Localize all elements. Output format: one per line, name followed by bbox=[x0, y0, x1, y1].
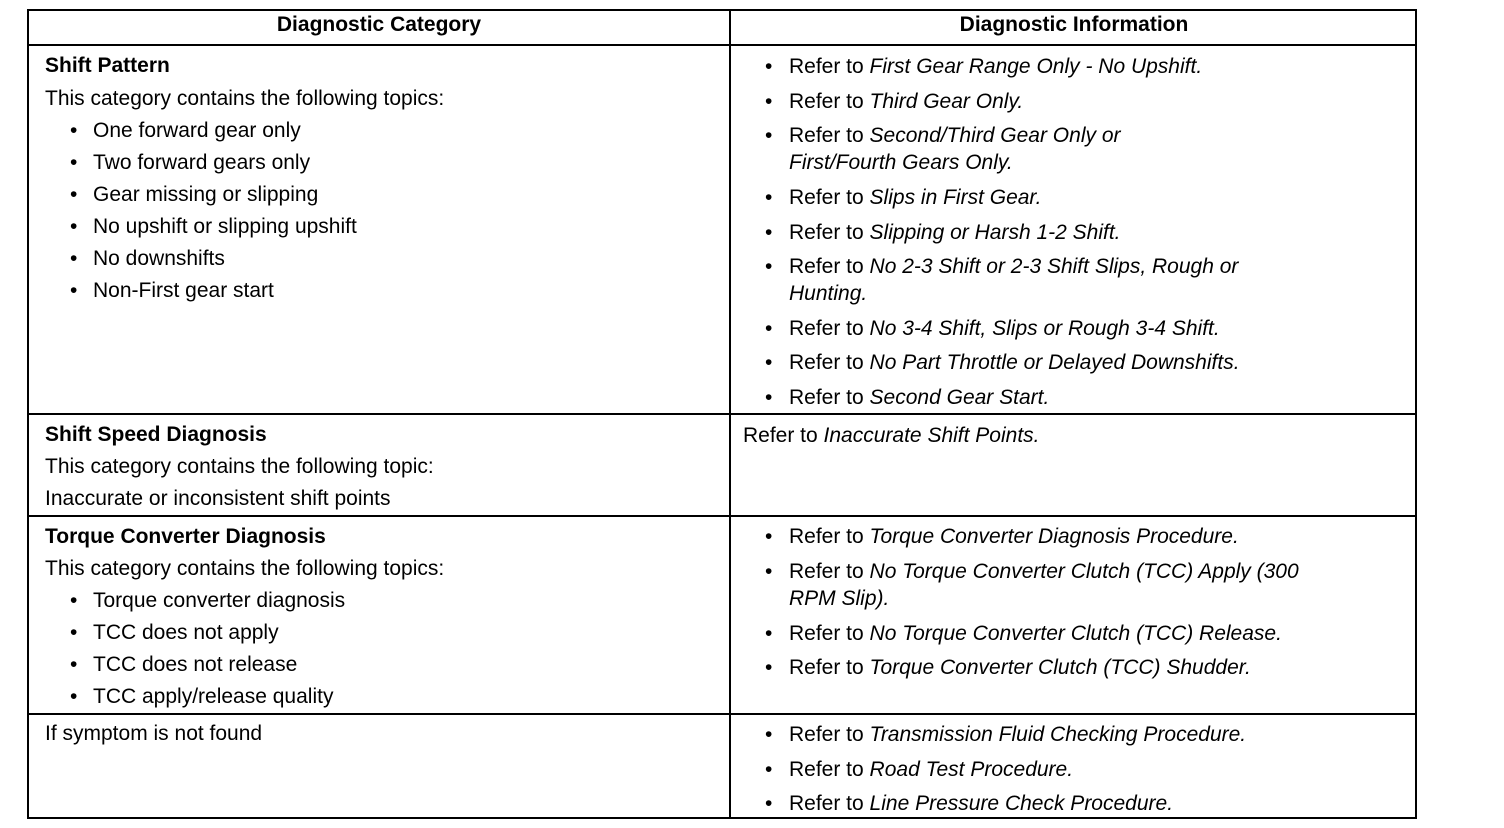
header-category: Diagnostic Category bbox=[276, 13, 482, 36]
info-item bbox=[789, 385, 1049, 411]
topic-item: No upshift or slipping upshift bbox=[93, 215, 357, 238]
info-item bbox=[789, 621, 1282, 647]
topic-item: Two forward gears only bbox=[93, 151, 311, 174]
info-item bbox=[789, 254, 1238, 280]
refer-prefix: Refer to bbox=[789, 560, 864, 583]
bullet: • bbox=[70, 247, 78, 270]
bullet: • bbox=[765, 723, 773, 746]
refer-prefix: Refer to bbox=[789, 317, 864, 340]
info-reference: No Torque Converter Clutch (TCC) Release. bbox=[869, 622, 1282, 645]
refer-prefix: Refer to bbox=[743, 424, 818, 447]
bullet: • bbox=[70, 621, 78, 644]
refer-prefix: Refer to bbox=[789, 622, 864, 645]
header-information: Diagnostic Information bbox=[959, 13, 1189, 36]
bullet: • bbox=[765, 55, 773, 78]
bullet: • bbox=[70, 279, 78, 302]
topic-item: Non-First gear start bbox=[93, 279, 274, 302]
info-item bbox=[789, 757, 1073, 783]
info-item bbox=[789, 791, 1173, 817]
bullet: • bbox=[765, 622, 773, 645]
topic-item: Gear missing or slipping bbox=[93, 183, 319, 206]
topic-item: No downshifts bbox=[93, 247, 225, 270]
info-reference: Inaccurate Shift Points. bbox=[823, 424, 1040, 447]
info-item bbox=[789, 220, 1121, 246]
bullet: • bbox=[70, 589, 78, 612]
bullet: • bbox=[70, 183, 78, 206]
info-item bbox=[789, 89, 1023, 115]
bullet: • bbox=[70, 685, 78, 708]
refer-prefix: Refer to bbox=[789, 90, 864, 113]
info-reference: Slips in First Gear. bbox=[869, 186, 1042, 209]
info-reference: Second/Third Gear Only or bbox=[869, 124, 1121, 147]
bullet: • bbox=[70, 151, 78, 174]
row-divider bbox=[29, 413, 1415, 415]
info-reference: Slipping or Harsh 1-2 Shift. bbox=[869, 221, 1121, 244]
info-item bbox=[789, 185, 1041, 211]
bullet: • bbox=[765, 186, 773, 209]
info-reference: No 2-3 Shift or 2-3 Shift Slips, Rough or bbox=[869, 255, 1239, 278]
info-reference-continued: Hunting. bbox=[789, 282, 868, 305]
info-reference-continued: First/Fourth Gears Only. bbox=[789, 151, 1013, 174]
topic-item: TCC does not apply bbox=[93, 621, 279, 644]
info-item bbox=[789, 524, 1239, 550]
row-divider bbox=[29, 515, 1415, 517]
bullet: • bbox=[70, 119, 78, 142]
diagnostic-table bbox=[27, 9, 1417, 819]
info-reference-continued: RPM Slip). bbox=[789, 587, 890, 610]
info-reference: Torque Converter Clutch (TCC) Shudder. bbox=[869, 656, 1251, 679]
topic-text: Inaccurate or inconsistent shift points bbox=[45, 487, 391, 510]
info-reference: Torque Converter Diagnosis Procedure. bbox=[869, 525, 1239, 548]
refer-prefix: Refer to bbox=[789, 792, 864, 815]
category-title: Torque Converter Diagnosis bbox=[45, 525, 326, 548]
row-divider bbox=[29, 713, 1415, 715]
bullet: • bbox=[765, 255, 773, 278]
category-intro: This category contains the following topic: bbox=[45, 455, 434, 478]
category-intro: This category contains the following topics: bbox=[45, 557, 445, 580]
refer-prefix: Refer to bbox=[789, 55, 864, 78]
bullet: • bbox=[765, 124, 773, 147]
refer-prefix: Refer to bbox=[789, 255, 864, 278]
info-reference: No Part Throttle or Delayed Downshifts. bbox=[869, 351, 1240, 374]
info-item bbox=[743, 423, 1040, 449]
topic-text: If symptom is not found bbox=[45, 722, 263, 745]
info-item bbox=[789, 559, 1299, 585]
info-reference: Transmission Fluid Checking Procedure. bbox=[869, 723, 1247, 746]
bullet: • bbox=[70, 215, 78, 238]
info-item bbox=[789, 54, 1202, 80]
bullet: • bbox=[765, 525, 773, 548]
info-item bbox=[789, 722, 1246, 748]
bullet: • bbox=[765, 758, 773, 781]
info-item bbox=[789, 350, 1240, 376]
refer-prefix: Refer to bbox=[789, 656, 864, 679]
category-intro: This category contains the following topics: bbox=[45, 87, 445, 110]
topic-item: Torque converter diagnosis bbox=[93, 589, 346, 612]
refer-prefix: Refer to bbox=[789, 525, 864, 548]
info-reference: Third Gear Only. bbox=[869, 90, 1024, 113]
info-reference: Road Test Procedure. bbox=[869, 758, 1074, 781]
info-item bbox=[789, 123, 1121, 149]
bullet: • bbox=[765, 317, 773, 340]
bullet: • bbox=[765, 560, 773, 583]
info-reference: No 3-4 Shift, Slips or Rough 3-4 Shift. bbox=[869, 317, 1220, 340]
refer-prefix: Refer to bbox=[789, 221, 864, 244]
bullet: • bbox=[765, 90, 773, 113]
refer-prefix: Refer to bbox=[789, 758, 864, 781]
info-item bbox=[789, 316, 1220, 342]
refer-prefix: Refer to bbox=[789, 386, 864, 409]
header-divider bbox=[29, 44, 1415, 46]
topic-item: TCC does not release bbox=[93, 653, 298, 676]
info-reference: Line Pressure Check Procedure. bbox=[869, 792, 1174, 815]
info-reference: First Gear Range Only - No Upshift. bbox=[869, 55, 1203, 78]
info-reference: Second Gear Start. bbox=[869, 386, 1050, 409]
refer-prefix: Refer to bbox=[789, 186, 864, 209]
refer-prefix: Refer to bbox=[789, 723, 864, 746]
bullet: • bbox=[765, 351, 773, 374]
bullet: • bbox=[765, 221, 773, 244]
category-title: Shift Speed Diagnosis bbox=[45, 423, 267, 446]
bullet: • bbox=[765, 656, 773, 679]
topic-item: TCC apply/release quality bbox=[93, 685, 334, 708]
info-item bbox=[789, 655, 1251, 681]
refer-prefix: Refer to bbox=[789, 351, 864, 374]
bullet: • bbox=[765, 386, 773, 409]
refer-prefix: Refer to bbox=[789, 124, 864, 147]
category-title: Shift Pattern bbox=[45, 54, 170, 77]
bullet: • bbox=[765, 792, 773, 815]
topic-item: One forward gear only bbox=[93, 119, 301, 142]
info-reference: No Torque Converter Clutch (TCC) Apply (300 bbox=[869, 560, 1299, 583]
bullet: • bbox=[70, 653, 78, 676]
